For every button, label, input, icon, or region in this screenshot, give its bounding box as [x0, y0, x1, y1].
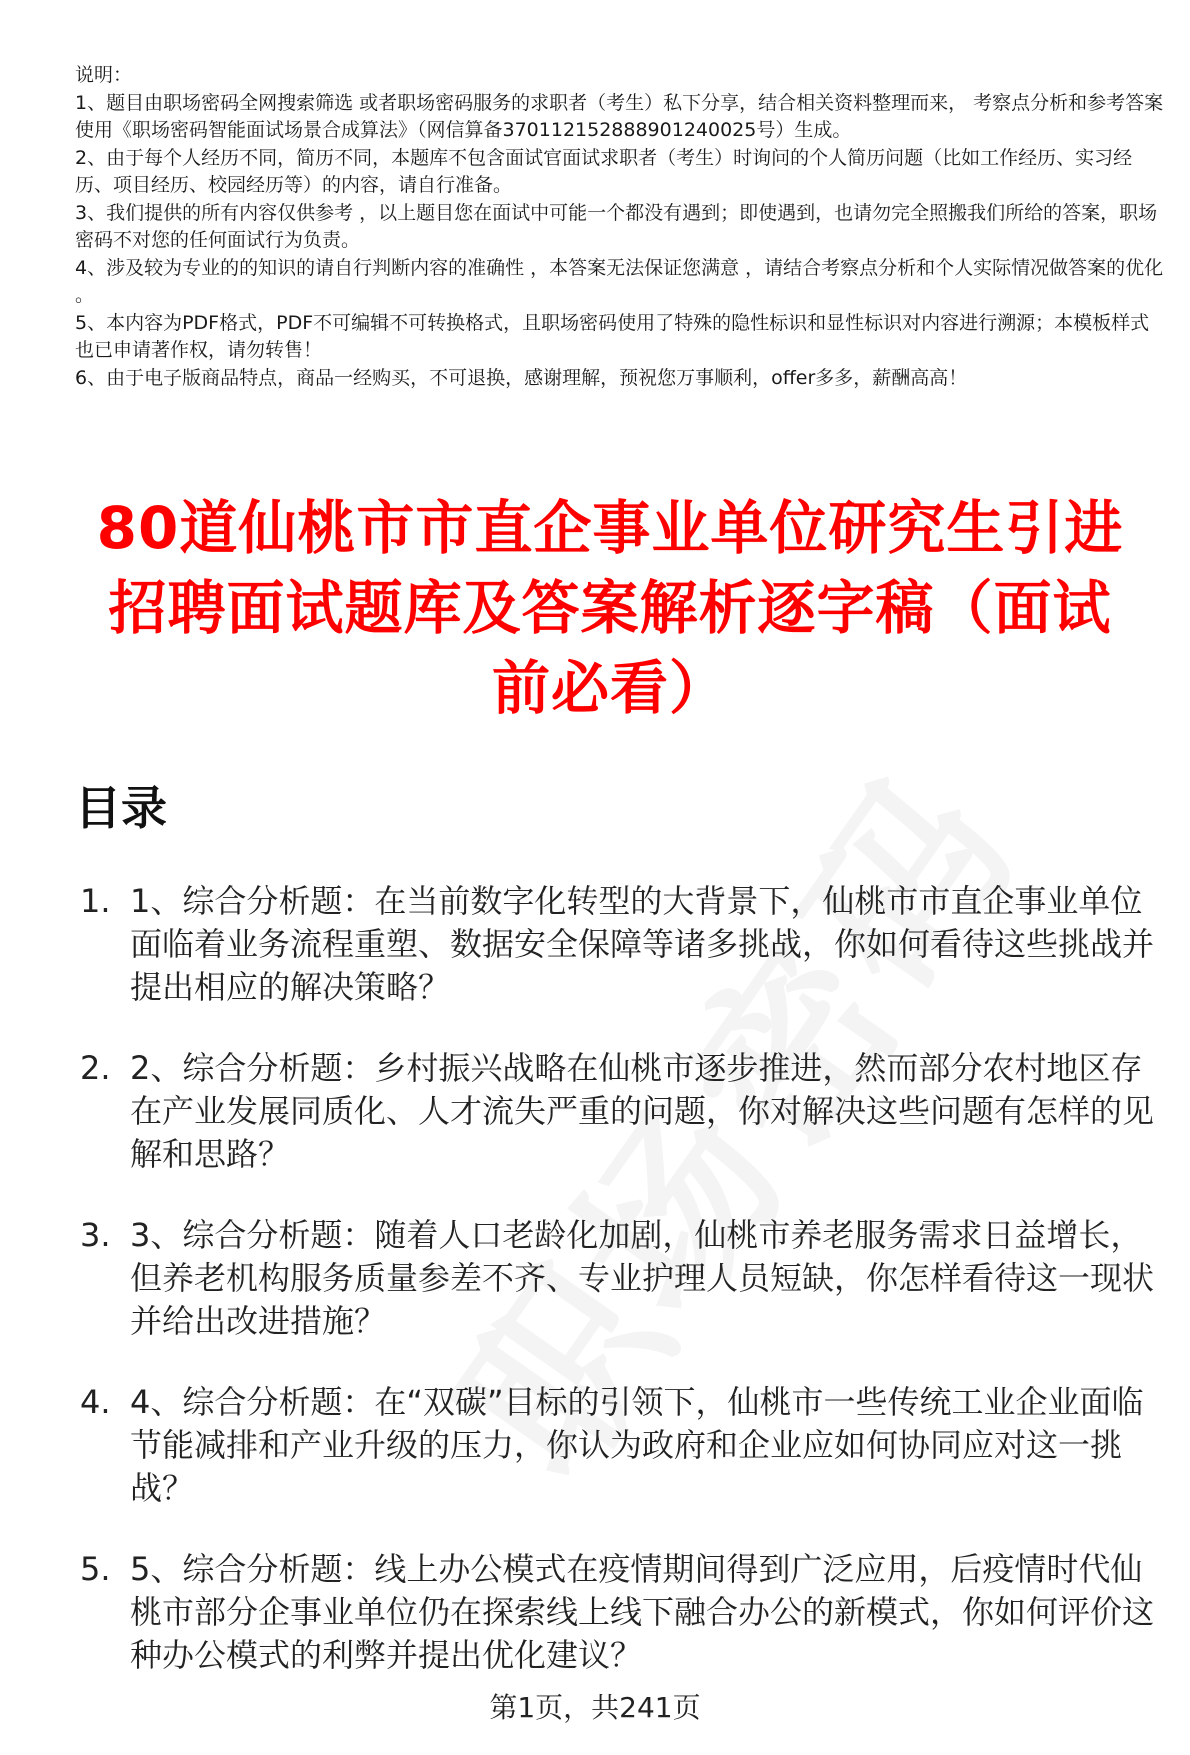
note-item-5: 5、本内容为PDF格式，PDF不可编辑不可转换格式，且职场密码使用了特殊的隐性标识和显性标识对内容进行溯源；本模板样式也已申请著作权，请勿转售！ — [75, 311, 1150, 361]
toc-item[interactable] — [80, 1381, 1170, 1510]
toc-item-number: 3. — [80, 1216, 111, 1254]
note-item-1: 1、题目由职场密码全网搜索筛选 或者职场密码服务的求职者（考生）私下分享，结合相关资料整理而来， 考察点分析和参考答案使用《职场密码智能面试场景合成算法》（网信算备370112152888901240025号）生成。 — [75, 91, 1164, 141]
toc-list — [80, 880, 1170, 1715]
toc-item-text: 2、综合分析题：乡村振兴战略在仙桃市逐步推进，然而部分农村地区存在产业发展同质化、人才流失严重的问题，你对解决这些问题有怎样的见解和思路？ — [130, 1049, 1155, 1173]
toc-heading: 目录 — [75, 781, 167, 835]
note-item-2: 2、由于每个人经历不同，简历不同，本题库不包含面试官面试求职者（考生）时询问的个人简历问题（比如工作经历、实习经历、项目经历、校园经历等）的内容，请自行准备。 — [75, 146, 1133, 196]
toc-item-number: 2. — [80, 1049, 111, 1087]
toc-item-text: 1、综合分析题：在当前数字化转型的大背景下，仙桃市市直企事业单位面临着业务流程重塑、数据安全保障等诸多挑战，你如何看待这些挑战并提出相应的解决策略？ — [130, 882, 1155, 1006]
page-number: 第1页，共241页 — [489, 1691, 701, 1724]
note-item-4: 4、涉及较为专业的的知识的请自行判断内容的准确性 ，本答案无法保证您满意 ，请结合考察点分析和个人实际情况做答案的优化 。 — [75, 256, 1164, 306]
toc-item-text: 3、综合分析题：随着人口老龄化加剧，仙桃市养老服务需求日益增长，但养老机构服务质量参差不齐、专业护理人员短缺，你怎样看待这一现状并给出改进措施？ — [130, 1216, 1155, 1340]
toc-item-number: 1. — [80, 882, 111, 920]
toc-item-text: 5、综合分析题：线上办公模式在疫情期间得到广泛应用，后疫情时代仙桃市部分企事业单位仍在探索线上线下融合办公的新模式，你如何评价这种办公模式的利弊并提出优化建议？ — [130, 1550, 1155, 1674]
note-item-6: 6、由于电子版商品特点，商品一经购买，不可退换，感谢理解，预祝您万事顺利，offer多多，薪酬高高！ — [75, 366, 968, 389]
note-item-3: 3、我们提供的所有内容仅供参考 ，以上题目您在面试中可能一个都没有遇到；即使遇到，也请勿完全照搬我们所给的答案，职场密码不对您的任何面试行为负责。 — [75, 201, 1158, 251]
notes-section — [75, 62, 1165, 392]
notes-heading: 说明： — [75, 64, 133, 86]
toc-item[interactable] — [80, 880, 1170, 1009]
toc-item-number: 5. — [80, 1550, 111, 1588]
toc-item[interactable] — [80, 1548, 1170, 1677]
document-title: 80道仙桃市市直企事业单位研究生引进招聘面试题库及答案解析逐字稿（面试前必看） — [96, 494, 1124, 722]
toc-item-number: 4. — [80, 1383, 111, 1421]
toc-item[interactable] — [80, 1047, 1170, 1176]
toc-item-text: 4、综合分析题：在“双碳”目标的引领下，仙桃市一些传统工业企业面临节能减排和产业升级的压力，你认为政府和企业应如何协同应对这一挑战？ — [130, 1383, 1144, 1507]
toc-item[interactable] — [80, 1214, 1170, 1343]
